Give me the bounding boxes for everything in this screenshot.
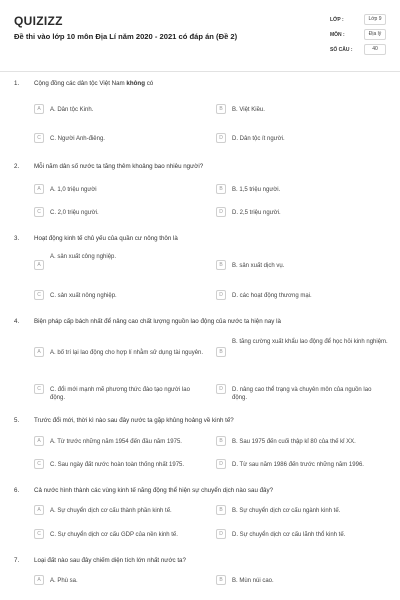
question-number: 7.	[14, 557, 20, 564]
option-letter-box[interactable]: A	[34, 436, 44, 446]
option-text: A. Từ trước những năm 1954 đến đầu năm 1975.	[50, 439, 182, 445]
option-text: B. Sau 1975 đến cuối thập kỉ 80 của thế kỉ XX.	[232, 439, 356, 445]
option-letter-box[interactable]: C	[34, 459, 44, 469]
option-text: C. đổi mới mạnh mẽ phương thức đào tạo người lao động.	[50, 387, 190, 401]
question-number: 4.	[14, 318, 20, 325]
option-text: D. Sự chuyển dịch cơ cấu lãnh thổ kinh tế.	[232, 532, 346, 538]
option-letter-box[interactable]: D	[216, 207, 226, 217]
meta-grade	[330, 14, 386, 27]
option-letter-box[interactable]: B	[216, 260, 226, 270]
option-text: A. bố trí lại lao động cho hợp lí nhằm sử dụng tài nguyên.	[50, 350, 204, 356]
meta-question-count	[330, 44, 386, 57]
option-letter-box[interactable]: D	[216, 290, 226, 300]
option-text: B. 1,5 triệu người.	[232, 187, 281, 193]
question-number: 2.	[14, 163, 20, 170]
option-text: C. sản xuất nông nghiệp.	[50, 293, 117, 299]
option-text: C. Người Anh-điêng.	[50, 136, 105, 142]
question-text: Mỗi năm dân số nước ta tăng thêm khoảng bao nhiêu người?	[34, 163, 204, 170]
meta-subject	[330, 29, 386, 42]
option-letter-box[interactable]: A	[34, 184, 44, 194]
question-text: Cả nước hình thành các vùng kinh tế năng động thể hiện sự chuyển dịch nào sau đây?	[34, 487, 274, 494]
option-letter-box[interactable]: D	[216, 384, 226, 394]
option-letter-box[interactable]: B	[216, 347, 226, 357]
option-letter-box[interactable]: A	[34, 104, 44, 114]
option-letter-box[interactable]: C	[34, 207, 44, 217]
option-letter-box[interactable]: B	[216, 505, 226, 515]
worksheet-title: Đề thi vào lớp 10 môn Địa Lí năm 2020 - 2021 có đáp án (Đề 2)	[14, 32, 238, 41]
option-letter-box[interactable]: A	[34, 575, 44, 585]
option-text: B. Sự chuyển dịch cơ cấu ngành kinh tế.	[232, 508, 341, 514]
question-text: Loại đất nào sau đây chiếm diện tích lớn nhất nước ta?	[34, 557, 186, 564]
option-text: A. Phù sa.	[50, 578, 78, 584]
option-text: D. nâng cao thể trạng và chuyên môn của nguồn lao động.	[232, 387, 372, 401]
option-letter-box[interactable]: C	[34, 290, 44, 300]
question-number: 5.	[14, 417, 20, 424]
question-text: Trước đổi mới, thời kì nào sau đây nước ta gặp khủng hoảng về kinh tế?	[34, 417, 234, 424]
option-text: C. 2,0 triệu người.	[50, 210, 99, 216]
meta-subject-label: MÔN :	[330, 32, 345, 38]
option-letter-box[interactable]: D	[216, 529, 226, 539]
worksheet-header	[0, 0, 400, 66]
question-number: 3.	[14, 235, 20, 242]
option-letter-box[interactable]: B	[216, 184, 226, 194]
option-letter-box[interactable]: B	[216, 436, 226, 446]
option-letter-box[interactable]: C	[34, 529, 44, 539]
option-text: A. 1,0 triệu người	[50, 187, 97, 193]
meta-grade-label: LỚP :	[330, 17, 344, 23]
option-text: B. sản xuất dịch vụ.	[232, 263, 285, 269]
header-divider	[0, 71, 400, 72]
question-number: 1.	[14, 80, 20, 87]
option-text: B. Mùn núi cao.	[232, 578, 274, 584]
option-text: A. Sự chuyển dịch cơ cấu thành phần kinh tế.	[50, 508, 172, 514]
meta-count-value: 40	[364, 44, 386, 55]
option-letter-box[interactable]: D	[216, 459, 226, 469]
question-text-part: Cộng đồng các dân tộc Việt Nam	[34, 80, 127, 87]
option-text: D. 2,5 triệu người.	[232, 210, 281, 216]
question-text-part: có	[144, 80, 154, 87]
option-letter-box[interactable]: A	[34, 505, 44, 515]
option-text: A. sản xuất công nghiệp.	[50, 254, 117, 260]
option-letter-box[interactable]: B	[216, 104, 226, 114]
question-number: 6.	[14, 487, 20, 494]
option-text: C. Sau ngày đất nước hoàn toàn thống nhất 1975.	[50, 462, 185, 468]
question-text-emphasis: không	[126, 80, 145, 87]
option-text: C. Sự chuyển dịch cơ cấu GDP của nền kinh tế.	[50, 532, 178, 538]
meta-subject-value: Địa lý	[364, 29, 386, 40]
option-text: D. Dân tộc ít người.	[232, 136, 285, 142]
option-text: A. Dân tộc Kinh.	[50, 107, 94, 113]
quizizz-logo: QUIZIZZ	[14, 14, 63, 28]
question-text: Biện pháp cấp bách nhất để nâng cao chất lượng nguồn lao động của nước ta hiện nay là	[34, 318, 281, 325]
option-letter-box[interactable]: A	[34, 347, 44, 357]
question-text: Hoạt động kinh tế chủ yếu của quần cư nông thôn là	[34, 235, 178, 242]
option-letter-box[interactable]: C	[34, 384, 44, 394]
option-letter-box[interactable]: B	[216, 575, 226, 585]
option-text: D. các hoạt động thương mại.	[232, 293, 312, 299]
meta-grade-value: Lớp 9	[364, 14, 386, 25]
option-letter-box[interactable]: D	[216, 133, 226, 143]
option-letter-box[interactable]: A	[34, 260, 44, 270]
option-letter-box[interactable]: C	[34, 133, 44, 143]
option-text: B. Việt Kiều.	[232, 107, 265, 113]
meta-count-label: SỐ CÂU :	[330, 47, 353, 53]
question-text	[34, 80, 386, 87]
option-text: D. Từ sau năm 1986 đến trước những năm 1996.	[232, 462, 364, 468]
option-text: B. tăng cường xuất khẩu lao động để học hỏi kinh nghiệm.	[232, 339, 388, 345]
